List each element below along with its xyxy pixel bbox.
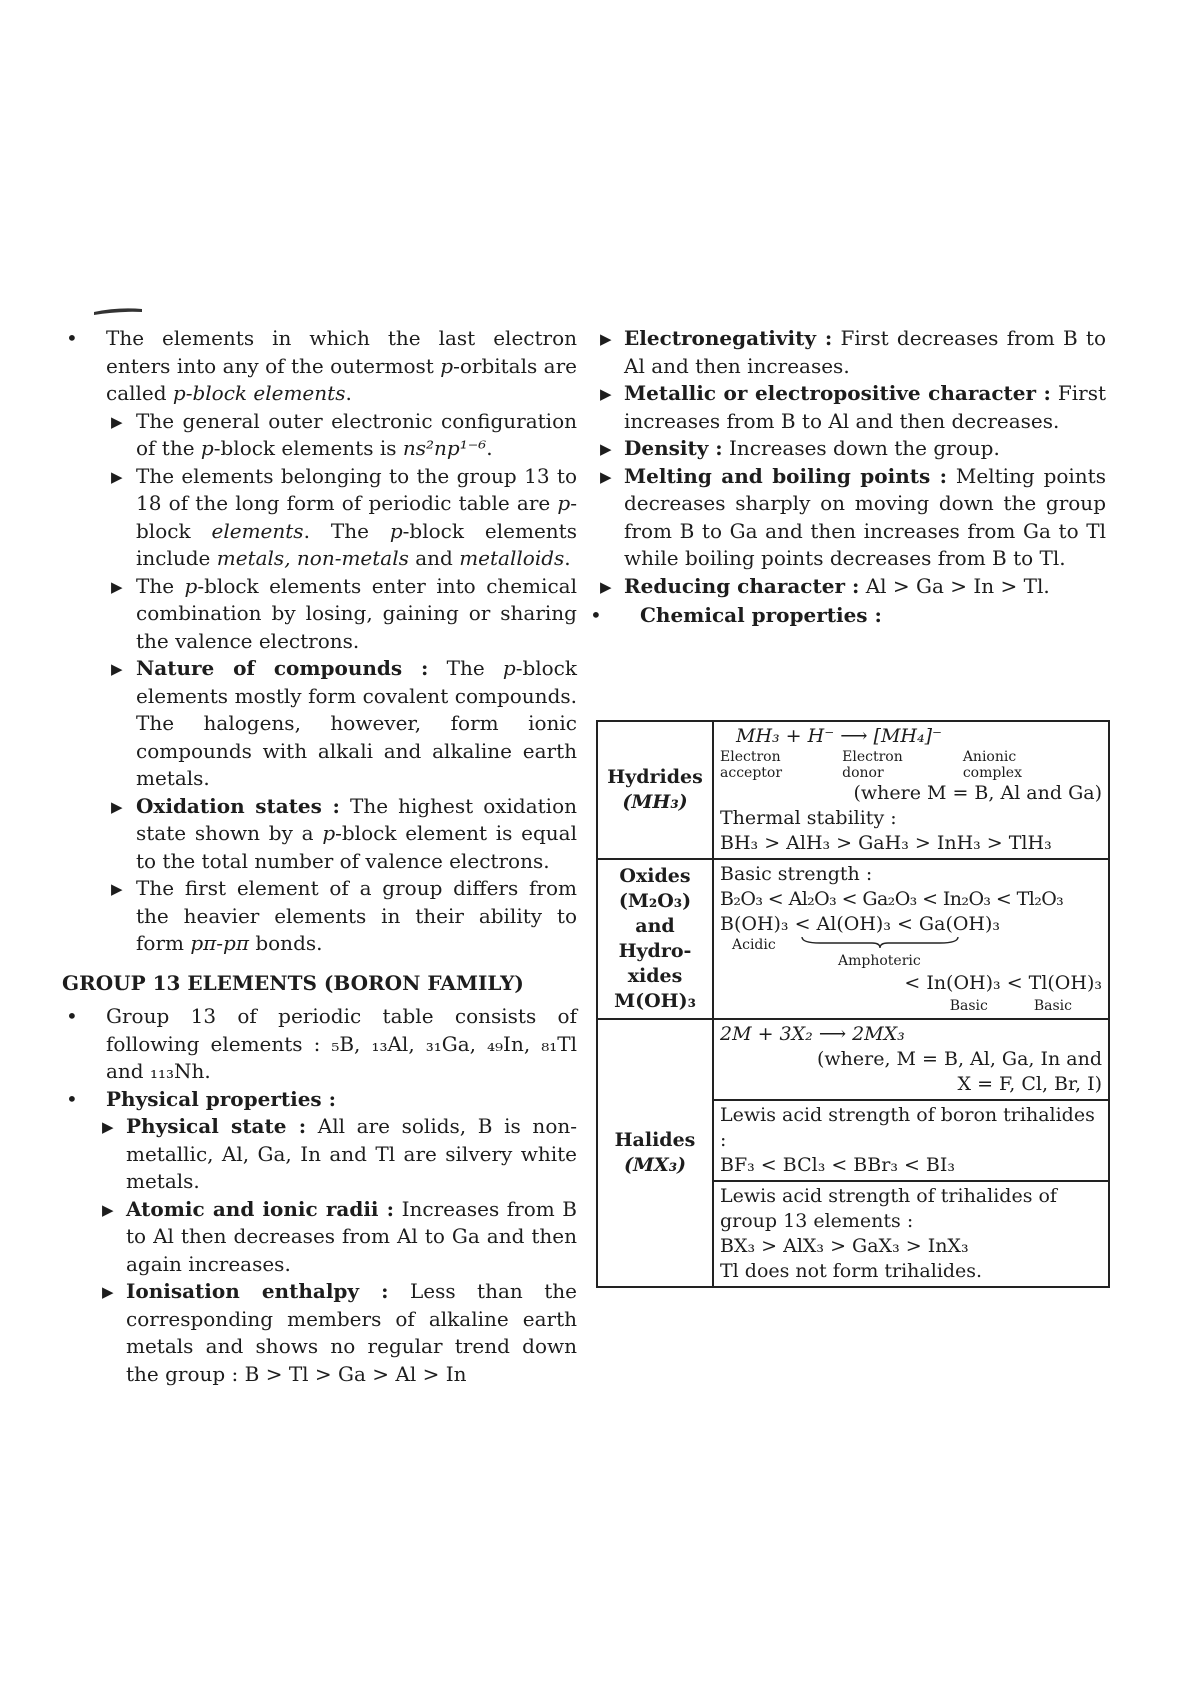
chemical-combination-point: ▶ The p-block elements enter into chemical combination by losing, gaining or sharing the valence electrons. <box>111 573 577 653</box>
chemical-properties-table <box>596 720 1110 1288</box>
arrow-icon: ▶ <box>111 467 123 486</box>
arrow-icon: ▶ <box>600 330 612 348</box>
bullet-icon: • <box>66 1086 78 1111</box>
oxides-label: Oxides (M₂O₃) and Hydro- xides M(OH)₃ <box>597 859 713 1019</box>
hydrides-row <box>597 721 1109 859</box>
atomic-radii-point: ▶ Atomic and ionic radii : Increases from B to Al then decreases from Al to Ga and then again increases. <box>102 1196 577 1276</box>
basic-labels: Basic Basic <box>949 998 1072 1014</box>
nature-of-compounds-point: ▶ Nature of compounds : The p-block elements mostly form covalent compounds. The halogens, however, form ionic compounds with alkali and alkaline earth metals. <box>111 656 578 790</box>
boron-trihalides-lewis: Lewis acid strength of boron trihalides : BF₃ < BCl₃ < BBr₃ < BI₃ <box>713 1100 1109 1181</box>
melting-boiling-point: ▶ Melting and boiling points : Melting points decreases sharply on moving down the group from B to Ga and then increases from Ga to Tl while boiling points decreases from B to Tl. <box>600 463 1106 570</box>
arrow-icon: ▶ <box>102 1283 114 1301</box>
arrow-icon: ▶ <box>111 797 123 816</box>
electronegativity-point: ▶ Electronegativity : First decreases from B to Al and then increases. <box>600 326 1106 378</box>
chemical-properties-bullet: • Chemical properties : <box>596 602 1106 630</box>
oxidation-states-point: ▶ Oxidation states : The highest oxidation state shown by a p-block element is equal to the total number of valence electrons. <box>111 793 578 873</box>
right-column <box>590 325 1106 630</box>
hydrides-labels: Electron acceptor Electron donor Anionic complex <box>720 749 1022 781</box>
intro-bullet: • The elements in which the last electron enters into any of the outermost p-orbitals are called p-block elements. <box>66 326 577 405</box>
arrow-icon: ▶ <box>111 660 123 678</box>
first-element-point: ▶ The first element of a group differs from the heavier elements in their ability to form pπ-pπ bonds. <box>111 876 577 955</box>
hydrides-content: MH₃ + H⁻ ⟶ [MH₄]⁻ Electron acceptor Electron donor Anionic complex (where M = B, Al and Ga) Thermal stability : BH₃ > AlH₃ > GaH₃ > InH₃ > TlH₃ <box>713 721 1109 859</box>
halides-label: Halides (MX₃) <box>597 1019 713 1287</box>
physical-properties-bullet: • Physical properties : <box>62 1086 577 1114</box>
page-decoration-mark <box>92 306 144 316</box>
group13-members-bullet: • Group 13 of periodic table consists of following elements : ₅B, ₁₃Al, ₃₁Ga, ₄₉In, ₈₁Tl and ₁₁₃Nh. <box>66 1004 577 1083</box>
group13-trihalides-lewis: Lewis acid strength of trihalides of group 13 elements : BX₃ > AlX₃ > GaX₃ > InX₃ Tl does not form trihalides. <box>713 1181 1109 1287</box>
bullet-icon: • <box>66 326 78 350</box>
arrow-icon: ▶ <box>600 467 612 486</box>
halides-equation: 2M + 3X₂ ⟶ 2MX₃ (where, M = B, Al, Ga, In and X = F, Cl, Br, I) <box>713 1019 1109 1100</box>
section-heading: GROUP 13 ELEMENTS (BORON FAMILY) <box>62 970 524 995</box>
arrow-icon: ▶ <box>600 440 612 458</box>
arrow-icon: ▶ <box>102 1118 114 1136</box>
oxides-row <box>597 859 1109 1019</box>
bullet-icon: • <box>66 1004 78 1028</box>
oxides-content: Basic strength : B₂O₃ < Al₂O₃ < Ga₂O₃ < In₂O₃ < Tl₂O₃ B(OH)₃ < Al(OH)₃ < Ga(OH)₃ Acidic Amphoteric < In(OH)₃ < Tl(OH)₃ Basic Basic <box>713 859 1109 1019</box>
metallic-character-point: ▶ Metallic or electropositive character : First increases from B to Al and then decreases. <box>600 381 1106 433</box>
arrow-icon: ▶ <box>600 385 612 403</box>
arrow-icon: ▶ <box>111 412 123 431</box>
physical-state-point: ▶ Physical state : All are solids, B is non-metallic, Al, Ga, In and Tl are silvery white metals. <box>102 1114 577 1193</box>
groups-point: ▶ The elements belonging to the group 13 to 18 of the long form of periodic table are p-block elements. The p-block elements include metals, non-metals and metalloids. <box>111 463 577 570</box>
ionisation-enthalpy-point: ▶ Ionisation enthalpy : Less than the corresponding members of alkaline earth metals and shows no regular trend down the group : B > Tl > Ga > Al > In <box>102 1279 577 1386</box>
arrow-icon: ▶ <box>102 1200 114 1219</box>
config-point: ▶ The general outer electronic configuration of the p-block elements is ns²np¹⁻⁶. <box>111 408 577 460</box>
hydrides-label: Hydrides (MH₃) <box>597 721 713 859</box>
density-point: ▶ Density : Increases down the group. <box>596 435 1106 463</box>
arrow-icon: ▶ <box>600 577 612 596</box>
left-column <box>62 325 577 1388</box>
bullet-icon: • <box>590 603 602 627</box>
reducing-character-point: ▶ Reducing character : Al > Ga > In > Tl. <box>596 573 1106 601</box>
arrow-icon: ▶ <box>111 577 123 596</box>
halides-row-1 <box>597 1019 1109 1100</box>
acidic-amphoteric-labels: Acidic Amphoteric <box>720 937 1102 971</box>
arrow-icon: ▶ <box>111 880 123 898</box>
brace-icon <box>800 935 960 949</box>
